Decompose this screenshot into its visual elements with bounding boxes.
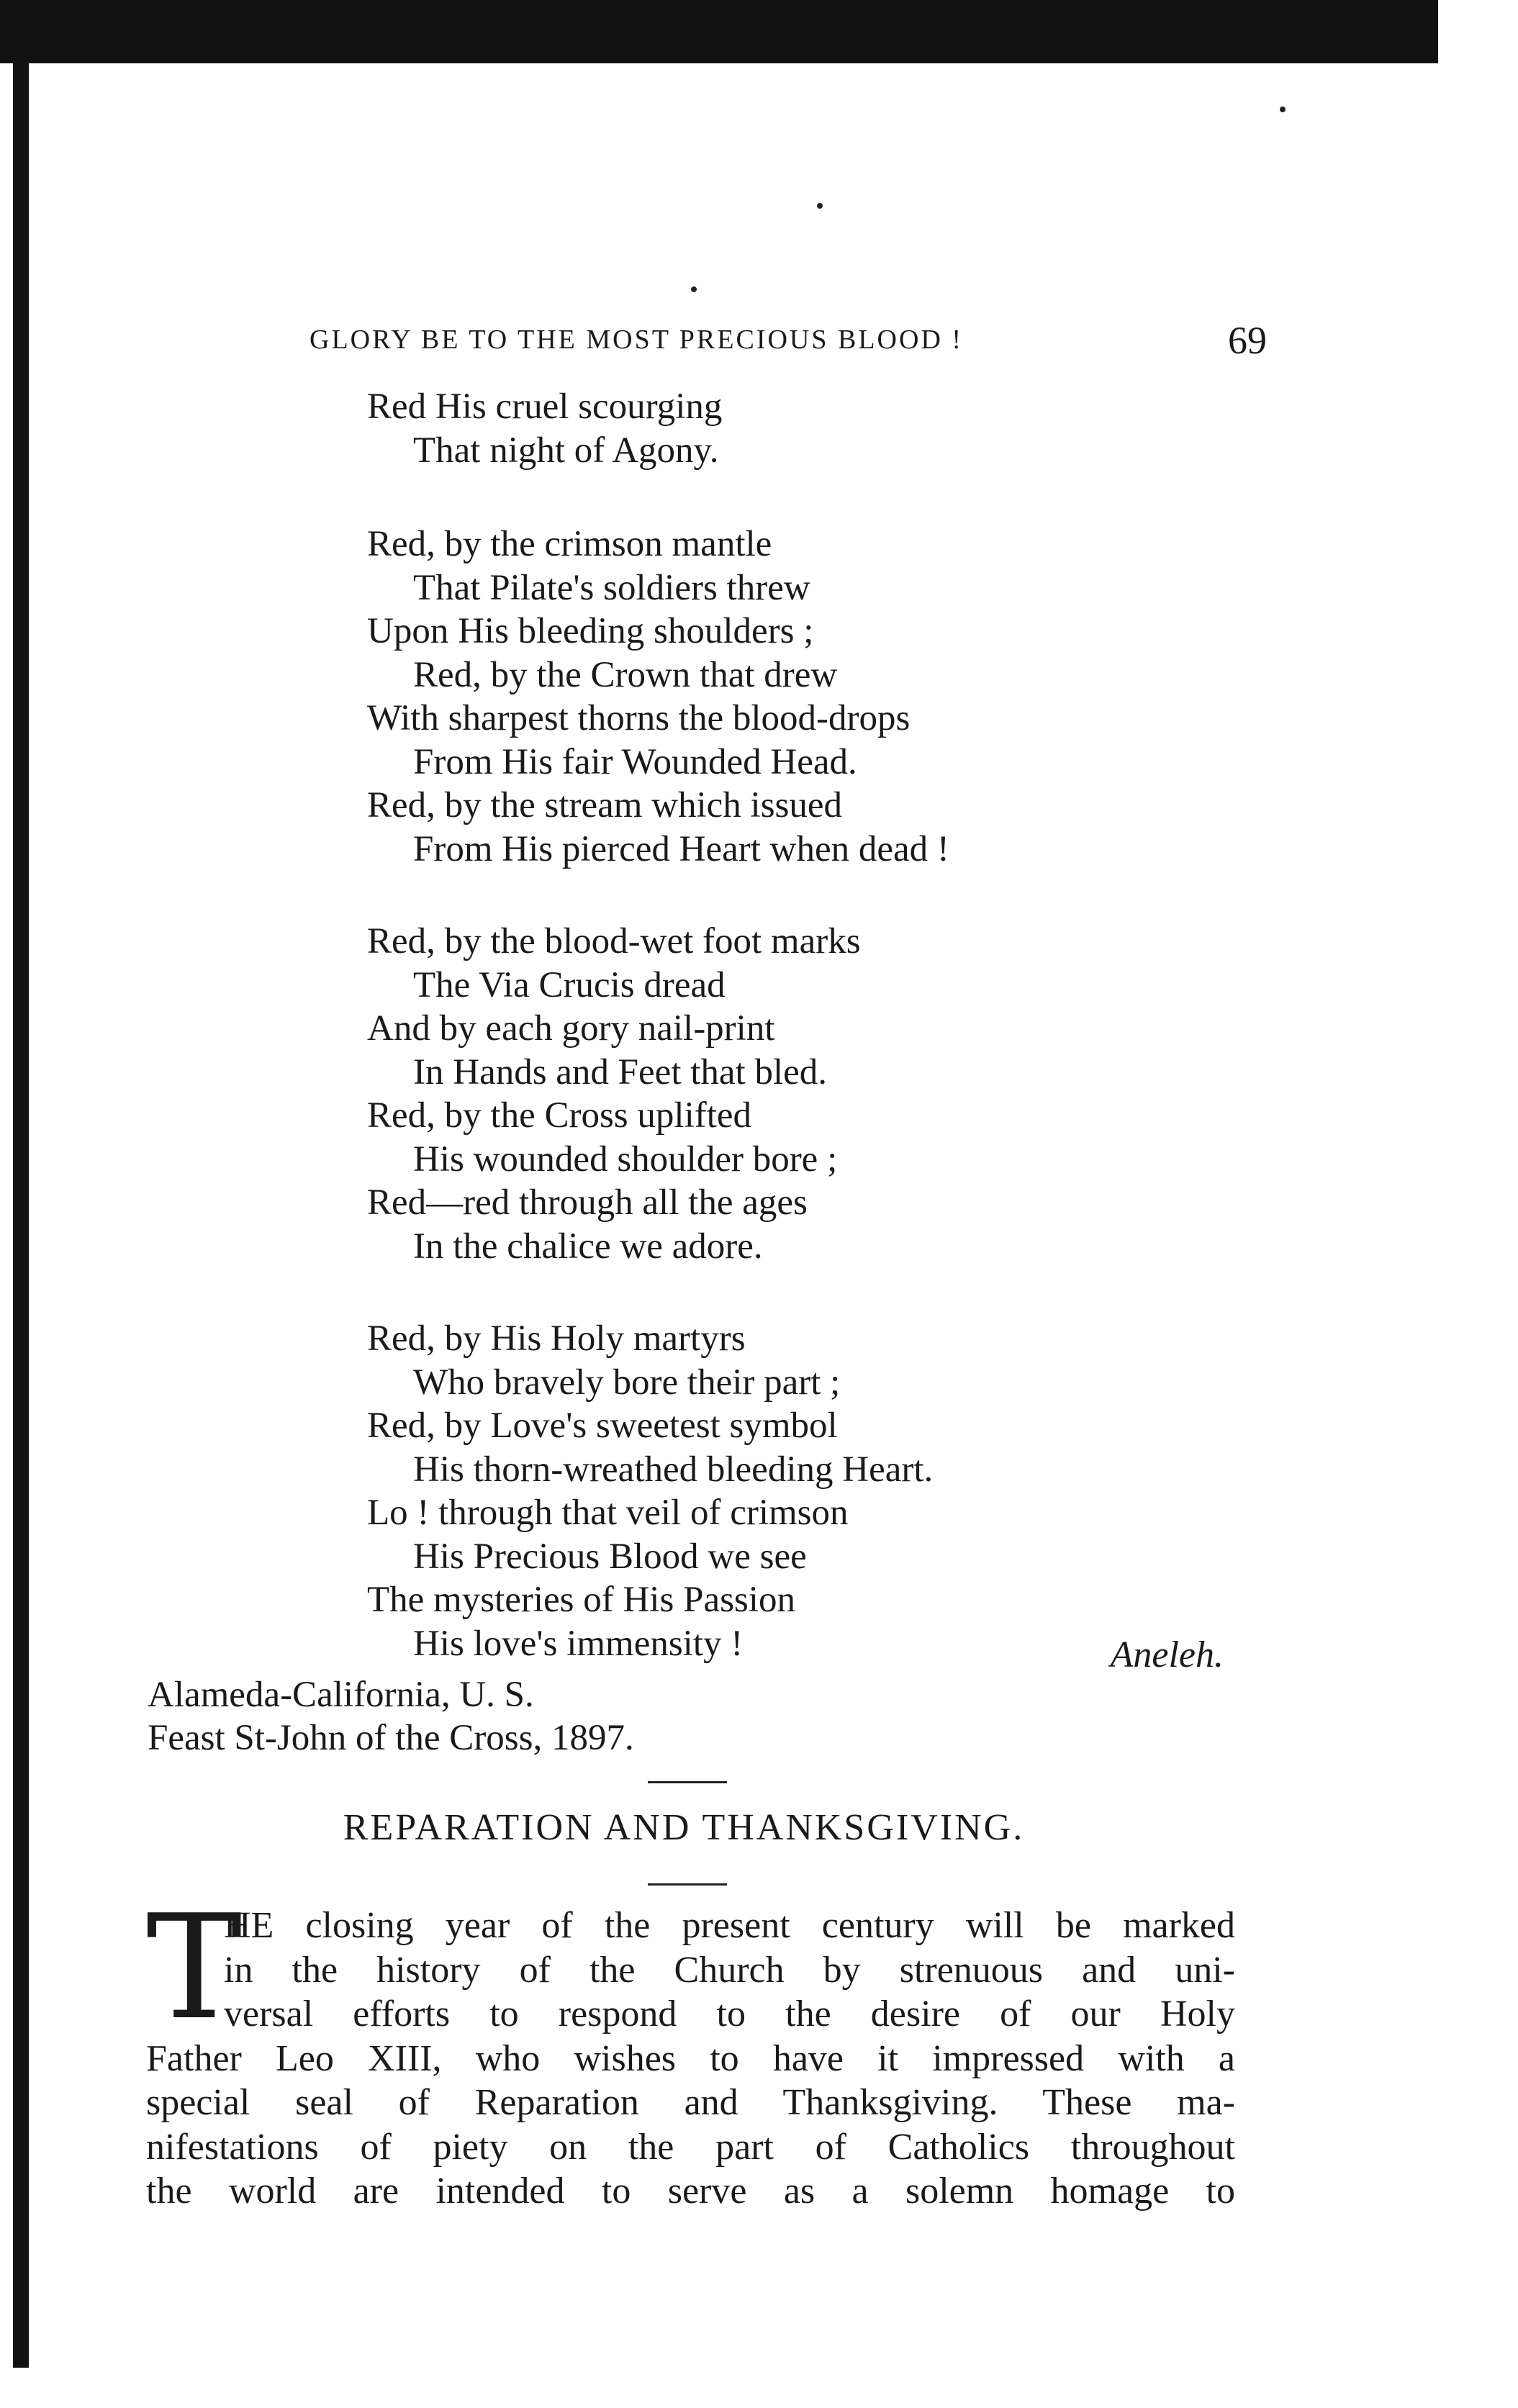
- text-line: special seal of Reparation and Thanksgiving. These ma-: [146, 2082, 1235, 2123]
- poem-line: That night of Agony.: [413, 430, 719, 471]
- poem-line: The mysteries of His Passion: [367, 1580, 795, 1620]
- text-line: in the history of the Church by strenuous and uni-: [224, 1949, 1235, 1991]
- scan-left-edge: [13, 43, 29, 2368]
- running-head: [310, 318, 1267, 368]
- poem-line: His love's immensity !: [413, 1623, 744, 1664]
- poem-line: Red, by the Cross uplifted: [367, 1095, 752, 1136]
- poem-line: Who bravely bore their part ;: [413, 1362, 841, 1403]
- poem-line: Red, by the crimson mantle: [367, 524, 772, 564]
- poem-line: Red—red through all the ages: [367, 1182, 808, 1223]
- poem-line: Red, by His Holy martyrs: [367, 1318, 746, 1359]
- text-line: versal efforts to respond to the desire of our Holy: [224, 1993, 1235, 2034]
- text-line: nifestations of piety on the part of Catholics throughout: [146, 2126, 1235, 2168]
- poem-line: His thorn-wreathed bleeding Heart.: [413, 1449, 934, 1490]
- poem-signature: Aneleh.: [1110, 1634, 1224, 1675]
- poem-dateline: [148, 1673, 634, 1760]
- running-title: GLORY BE TO THE MOST PRECIOUS BLOOD !: [310, 325, 964, 355]
- poem-line: Red His cruel scourging: [367, 386, 723, 427]
- poem-line: His Precious Blood we see: [413, 1536, 807, 1577]
- poem-line: Upon His bleeding shoulders ;: [367, 611, 814, 651]
- text-line: the world are intended to serve as a solemn homage to: [146, 2171, 1235, 2212]
- stanza: [367, 1317, 1303, 1665]
- text-line: HE closing year of the present century will be marked: [224, 1905, 1235, 1946]
- divider-rule: [648, 1883, 727, 1886]
- poem-line: From His pierced Heart when dead !: [413, 828, 949, 869]
- date-line: Feast St-John of the Cross, 1897.: [148, 1718, 634, 1758]
- article-body: [146, 1884, 1235, 2214]
- dropcap: T: [146, 1884, 243, 2052]
- place-line: Alameda-California, U. S.: [148, 1675, 534, 1715]
- poem-line: Red, by the blood-wet foot marks: [367, 921, 861, 961]
- divider-rule: [648, 1781, 727, 1783]
- poem-line: Red, by the Crown that drew: [413, 654, 838, 695]
- scan-speck: [817, 203, 823, 209]
- poem-line: From His fair Wounded Head.: [413, 741, 857, 782]
- stanza: [367, 385, 1303, 472]
- page-number: 69: [1228, 319, 1267, 362]
- stanza: [367, 920, 1303, 1268]
- poem-line: The Via Crucis dread: [413, 964, 726, 1005]
- poem: [367, 385, 1303, 1714]
- poem-line: Red, by Love's sweetest symbol: [367, 1406, 838, 1446]
- poem-line: Lo ! through that veil of crimson: [367, 1493, 849, 1533]
- poem-line: And by each gory nail-print: [367, 1008, 775, 1049]
- poem-line: That Pilate's soldiers threw: [413, 567, 810, 608]
- scan-top-edge: [0, 0, 1438, 63]
- poem-line: With sharpest thorns the blood-drops: [367, 698, 911, 738]
- stanza: [367, 522, 1303, 871]
- poem-line: Red, by the stream which issued: [367, 785, 843, 825]
- scan-speck: [1280, 107, 1286, 112]
- section-heading: REPARATION AND THANKSGIVING.: [343, 1807, 1025, 1848]
- poem-line: His wounded shoulder bore ;: [413, 1139, 838, 1180]
- text-line: Father Leo XIII, who wishes to have it impressed with a: [146, 2037, 1235, 2079]
- poem-line: In the chalice we adore.: [413, 1226, 763, 1267]
- poem-line: In Hands and Feet that bled.: [413, 1051, 828, 1092]
- scan-speck: [691, 286, 697, 292]
